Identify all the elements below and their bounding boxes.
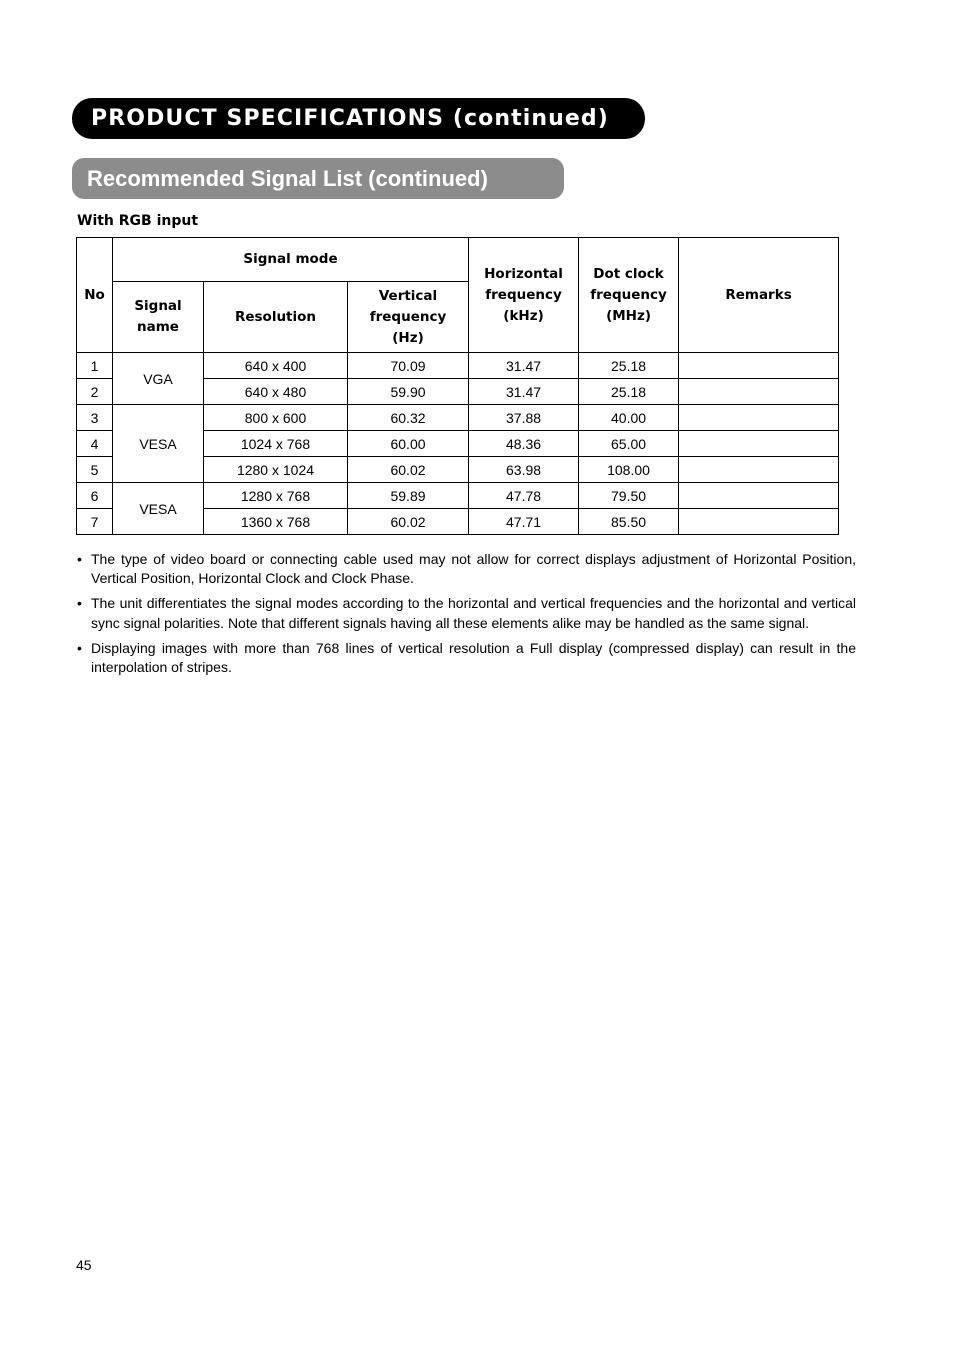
cell-remarks <box>679 509 839 535</box>
header-vertical-frequency <box>348 282 469 353</box>
cell-remarks <box>679 379 839 405</box>
header-signal-mode: Signal mode <box>113 238 469 282</box>
bullet-icon: • <box>77 639 82 656</box>
cell-remarks <box>679 431 839 457</box>
table-caption: With RGB input <box>77 213 199 229</box>
cell-dot-clock: 65.00 <box>579 431 679 457</box>
cell-horizontal-frequency: 37.88 <box>469 405 579 431</box>
cell-signal-name: VGA <box>113 353 204 405</box>
cell-no: 3 <box>77 405 113 431</box>
note-text: The type of video board or connecting cable used may not allow for correct displays adjustment of Horizontal Position, Vertical Position, Horizontal Clock and Clock Phase. <box>91 551 856 587</box>
cell-resolution: 800 x 600 <box>204 405 348 431</box>
cell-dot-clock: 79.50 <box>579 483 679 509</box>
header-horizontal-frequency <box>469 238 579 353</box>
section-title-banner <box>72 158 564 199</box>
cell-dot-clock: 85.50 <box>579 509 679 535</box>
bullet-icon: • <box>77 595 82 612</box>
cell-resolution: 640 x 400 <box>204 353 348 379</box>
page-title: PRODUCT SPECIFICATIONS (continued) <box>91 106 609 131</box>
cell-dot-clock: 25.18 <box>579 353 679 379</box>
note-text: The unit differentiates the signal modes according to the horizontal and vertical frequencies and the horizontal and vertical sync signal polarities. Note that different signals having all these elements alike may be handled as the same signal. <box>91 595 856 631</box>
cell-no: 7 <box>77 509 113 535</box>
notes-list <box>76 550 856 683</box>
header-horizontal-frequency-text: Horizontal frequency (kHz) <box>484 265 563 324</box>
table-row <box>77 405 839 431</box>
cell-resolution: 1360 x 768 <box>204 509 348 535</box>
cell-no: 5 <box>77 457 113 483</box>
cell-remarks <box>679 405 839 431</box>
signal-table <box>76 237 839 535</box>
note-text: Displaying images with more than 768 lines of vertical resolution a Full display (compressed display) can result in the interpolation of stripes. <box>91 639 856 676</box>
header-remarks: Remarks <box>679 238 839 353</box>
cell-vertical-frequency: 60.00 <box>348 431 469 457</box>
cell-dot-clock: 25.18 <box>579 379 679 405</box>
cell-resolution: 1024 x 768 <box>204 431 348 457</box>
header-vertical-frequency-text: Vertical frequency (Hz) <box>369 287 447 346</box>
cell-resolution: 640 x 480 <box>204 379 348 405</box>
cell-horizontal-frequency: 47.78 <box>469 483 579 509</box>
cell-resolution: 1280 x 1024 <box>204 457 348 483</box>
cell-vertical-frequency: 70.09 <box>348 353 469 379</box>
bullet-icon: • <box>77 551 82 567</box>
header-dot-clock-text: Dot clock frequency (MHz) <box>590 265 667 324</box>
cell-dot-clock: 40.00 <box>579 405 679 431</box>
cell-vertical-frequency: 59.90 <box>348 379 469 405</box>
cell-signal-name: VESA <box>113 405 204 483</box>
cell-remarks <box>679 353 839 379</box>
page-title-banner <box>72 98 645 139</box>
cell-no: 2 <box>77 379 113 405</box>
table-row <box>77 353 839 379</box>
cell-vertical-frequency: 60.02 <box>348 457 469 483</box>
note-item <box>76 550 856 588</box>
cell-horizontal-frequency: 48.36 <box>469 431 579 457</box>
header-dot-clock <box>579 238 679 353</box>
table-row <box>77 483 839 509</box>
cell-horizontal-frequency: 31.47 <box>469 379 579 405</box>
cell-vertical-frequency: 59.89 <box>348 483 469 509</box>
cell-no: 4 <box>77 431 113 457</box>
note-item <box>76 639 856 677</box>
cell-remarks <box>679 457 839 483</box>
cell-resolution: 1280 x 768 <box>204 483 348 509</box>
section-title: Recommended Signal List (continued) <box>87 166 488 191</box>
cell-horizontal-frequency: 47.71 <box>469 509 579 535</box>
cell-horizontal-frequency: 31.47 <box>469 353 579 379</box>
header-no: No <box>77 238 113 353</box>
cell-no: 1 <box>77 353 113 379</box>
cell-vertical-frequency: 60.02 <box>348 509 469 535</box>
header-signal-name <box>113 282 204 353</box>
header-resolution: Resolution <box>204 282 348 353</box>
cell-no: 6 <box>77 483 113 509</box>
cell-signal-name: VESA <box>113 483 204 535</box>
cell-vertical-frequency: 60.32 <box>348 405 469 431</box>
header-signal-name-text: Signal name <box>134 298 182 335</box>
cell-dot-clock: 108.00 <box>579 457 679 483</box>
page-number: 45 <box>76 1257 92 1273</box>
note-item <box>76 594 856 632</box>
cell-horizontal-frequency: 63.98 <box>469 457 579 483</box>
cell-remarks <box>679 483 839 509</box>
